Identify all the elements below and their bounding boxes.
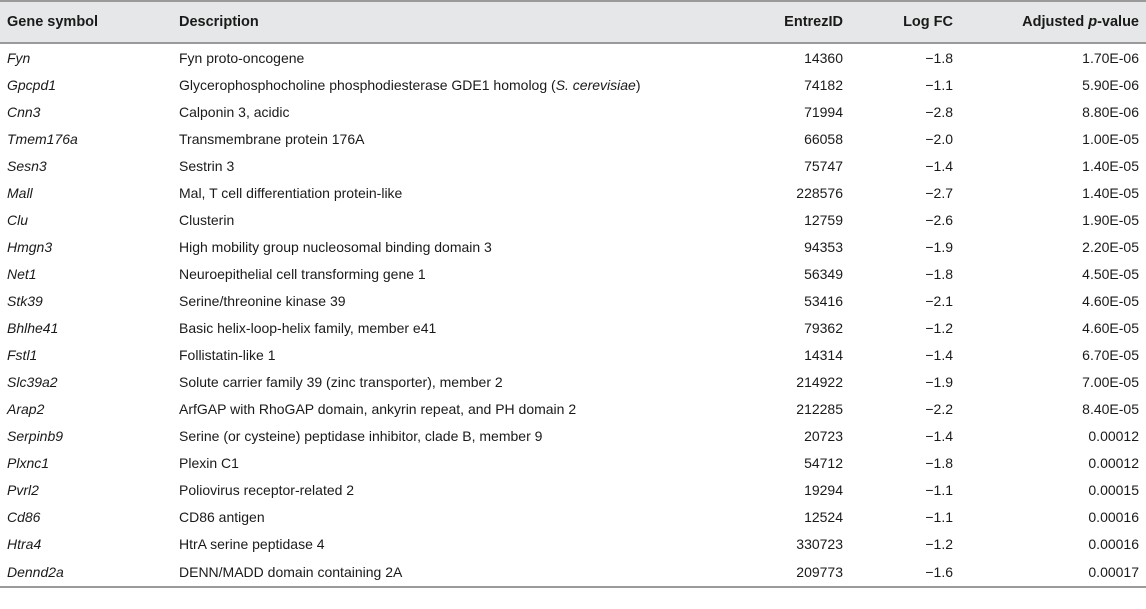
description-text: Follistatin-like 1 [179,346,276,363]
cell-adjusted-p-value: 4.60E-05 [1082,292,1139,309]
cell-gene-symbol: Stk39 [7,292,43,309]
cell-adjusted-p-value: 8.80E-06 [1082,103,1139,120]
cell-gene-symbol: Pvrl2 [7,481,39,498]
cell-description [172,98,739,125]
description-text: ArfGAP with RhoGAP domain, ankyrin repeat, and PH domain 2 [179,400,577,417]
cell-log-fc: −1.2 [925,319,953,336]
description-text: Calponin 3, acidic [179,103,290,120]
cell-log-fc: −1.8 [925,49,953,66]
header-description: Description [172,1,739,43]
cell-log-fc: −2.2 [925,400,953,417]
table-row [0,233,1146,260]
cell-gene-symbol: Fyn [7,49,31,66]
description-text: Mal, T cell differentiation protein-like [179,184,403,201]
cell-gene-symbol: Htra4 [7,535,42,552]
cell-log-fc: −1.2 [925,535,953,552]
cell-log-fc: −2.6 [925,211,953,228]
cell-gene-symbol: Sesn3 [7,157,47,174]
header-row [0,1,1146,43]
cell-description [172,422,739,449]
cell-log-fc: −1.1 [925,76,953,93]
cell-adjusted-p-value: 2.20E-05 [1082,238,1139,255]
cell-entrez-id: 12759 [804,211,843,228]
cell-description [172,368,739,395]
table-row [0,314,1146,341]
table-body [0,43,1146,587]
cell-adjusted-p-value: 0.00012 [1088,427,1139,444]
table-row [0,476,1146,503]
cell-adjusted-p-value: 1.40E-05 [1082,184,1139,201]
description-text: Solute carrier family 39 (zinc transporter), member 2 [179,373,503,390]
cell-gene-symbol: Hmgn3 [7,238,53,255]
cell-entrez-id: 74182 [804,76,843,93]
description-text: DENN/MADD domain containing 2A [179,563,403,580]
table-row [0,125,1146,152]
cell-description [172,233,739,260]
cell-gene-symbol: Tmem176a [7,130,78,147]
cell-entrez-id: 79362 [804,319,843,336]
table-row [0,422,1146,449]
cell-log-fc: −1.4 [925,427,953,444]
cell-entrez-id: 14360 [804,49,843,66]
cell-entrez-id: 56349 [804,265,843,282]
cell-entrez-id: 14314 [804,346,843,363]
table-row [0,287,1146,314]
cell-entrez-id: 19294 [804,481,843,498]
description-text: Serine (or cysteine) peptidase inhibitor, clade B, member 9 [179,427,543,444]
cell-gene-symbol: Gpcpd1 [7,76,57,93]
description-text: High mobility group nucleosomal binding domain 3 [179,238,492,255]
cell-adjusted-p-value: 5.90E-06 [1082,76,1139,93]
description-italic-text: S. cerevisiae [555,76,636,93]
cell-entrez-id: 20723 [804,427,843,444]
cell-adjusted-p-value: 0.00012 [1088,454,1139,471]
description-text: Fyn proto-oncogene [179,49,305,66]
cell-entrez-id: 94353 [804,238,843,255]
cell-entrez-id: 330723 [796,535,843,552]
cell-gene-symbol: Fstl1 [7,346,38,363]
cell-description [172,314,739,341]
cell-entrez-id: 12524 [804,508,843,525]
cell-entrez-id: 71994 [804,103,843,120]
description-text: CD86 antigen [179,508,265,525]
cell-log-fc: −1.4 [925,346,953,363]
cell-entrez-id: 66058 [804,130,843,147]
cell-entrez-id: 212285 [796,400,843,417]
cell-description [172,287,739,314]
cell-adjusted-p-value: 4.60E-05 [1082,319,1139,336]
cell-description [172,206,739,233]
header-gene-symbol: Gene symbol [0,1,172,43]
table-row [0,98,1146,125]
cell-adjusted-p-value: 1.00E-05 [1082,130,1139,147]
cell-adjusted-p-value: 0.00017 [953,557,1146,587]
table-row [0,395,1146,422]
description-text: Basic helix-loop-helix family, member e41 [179,319,437,336]
cell-log-fc: −1.9 [925,238,953,255]
cell-gene-symbol: Slc39a2 [7,373,58,390]
table-row [0,557,1146,587]
table-row [0,341,1146,368]
cell-description [172,476,739,503]
cell-gene-symbol: Cnn3 [7,103,41,120]
table-row [0,179,1146,206]
cell-log-fc: −1.8 [925,454,953,471]
cell-gene-symbol: Bhlhe41 [7,319,59,336]
description-text: Sestrin 3 [179,157,235,174]
cell-description [172,449,739,476]
table-row [0,368,1146,395]
cell-log-fc: −1.9 [925,373,953,390]
cell-description [172,530,739,557]
cell-log-fc: −1.1 [925,508,953,525]
cell-gene-symbol: Net1 [7,265,37,282]
cell-log-fc: −2.7 [925,184,953,201]
cell-log-fc: −1.4 [925,157,953,174]
cell-entrez-id: 53416 [804,292,843,309]
table-row [0,503,1146,530]
header-pval-suffix: -value [1097,14,1139,30]
table-row [0,43,1146,71]
cell-entrez-id: 214922 [796,373,843,390]
cell-log-fc: −2.8 [925,103,953,120]
header-pval-italic: p [1088,14,1098,30]
table-row [0,152,1146,179]
table-header [0,1,1146,43]
cell-description [172,152,739,179]
cell-entrez-id: 54712 [804,454,843,471]
cell-entrez-id: 75747 [804,157,843,174]
cell-gene-symbol: Clu [7,211,29,228]
cell-adjusted-p-value: 0.00016 [1088,535,1139,552]
cell-log-fc: −1.6 [843,557,953,587]
description-text: HtrA serine peptidase 4 [179,535,325,552]
cell-adjusted-p-value: 0.00015 [1088,481,1139,498]
cell-gene-symbol: Plxnc1 [7,454,50,471]
cell-description [172,260,739,287]
cell-log-fc: −1.8 [925,265,953,282]
description-text: Clusterin [179,211,235,228]
cell-adjusted-p-value: 0.00016 [1088,508,1139,525]
cell-adjusted-p-value: 1.70E-06 [1082,49,1139,66]
cell-gene-symbol: Dennd2a [0,557,172,587]
cell-log-fc: −1.1 [925,481,953,498]
cell-adjusted-p-value: 4.50E-05 [1082,265,1139,282]
cell-description [172,71,739,98]
cell-log-fc: −2.0 [925,130,953,147]
cell-description [172,557,739,587]
table-row [0,206,1146,233]
description-text: Transmembrane protein 176A [179,130,365,147]
header-log-fc: Log FC [843,1,953,43]
cell-gene-symbol: Cd86 [7,508,41,525]
cell-gene-symbol: Mall [7,184,33,201]
cell-log-fc: −2.1 [925,292,953,309]
table-row [0,449,1146,476]
cell-gene-symbol: Serpinb9 [7,427,64,444]
table-row [0,260,1146,287]
cell-adjusted-p-value: 6.70E-05 [1082,346,1139,363]
cell-description [172,341,739,368]
cell-adjusted-p-value: 1.40E-05 [1082,157,1139,174]
cell-description [172,503,739,530]
description-text: Poliovirus receptor-related 2 [179,481,355,498]
cell-description [172,125,739,152]
description-text: Serine/threonine kinase 39 [179,292,346,309]
cell-entrez-id: 209773 [739,557,843,587]
cell-adjusted-p-value: 8.40E-05 [1082,400,1139,417]
cell-adjusted-p-value: 7.00E-05 [1082,373,1139,390]
cell-gene-symbol: Arap2 [7,400,45,417]
description-text: Neuroepithelial cell transforming gene 1 [179,265,426,282]
header-entrez-id: EntrezID [739,1,843,43]
description-text: Plexin C1 [179,454,239,471]
header-adjusted-p-value [953,1,1146,43]
cell-description [172,179,739,206]
cell-description [172,395,739,422]
description-tail-text: ) [635,76,641,93]
cell-adjusted-p-value: 1.90E-05 [1082,211,1139,228]
table-row [0,71,1146,98]
table-row [0,530,1146,557]
cell-description [172,43,739,71]
description-text: Glycerophosphocholine phosphodiesterase GDE1 homolog ( [179,76,556,93]
cell-entrez-id: 228576 [796,184,843,201]
header-pval-prefix: Adjusted [1022,14,1089,30]
